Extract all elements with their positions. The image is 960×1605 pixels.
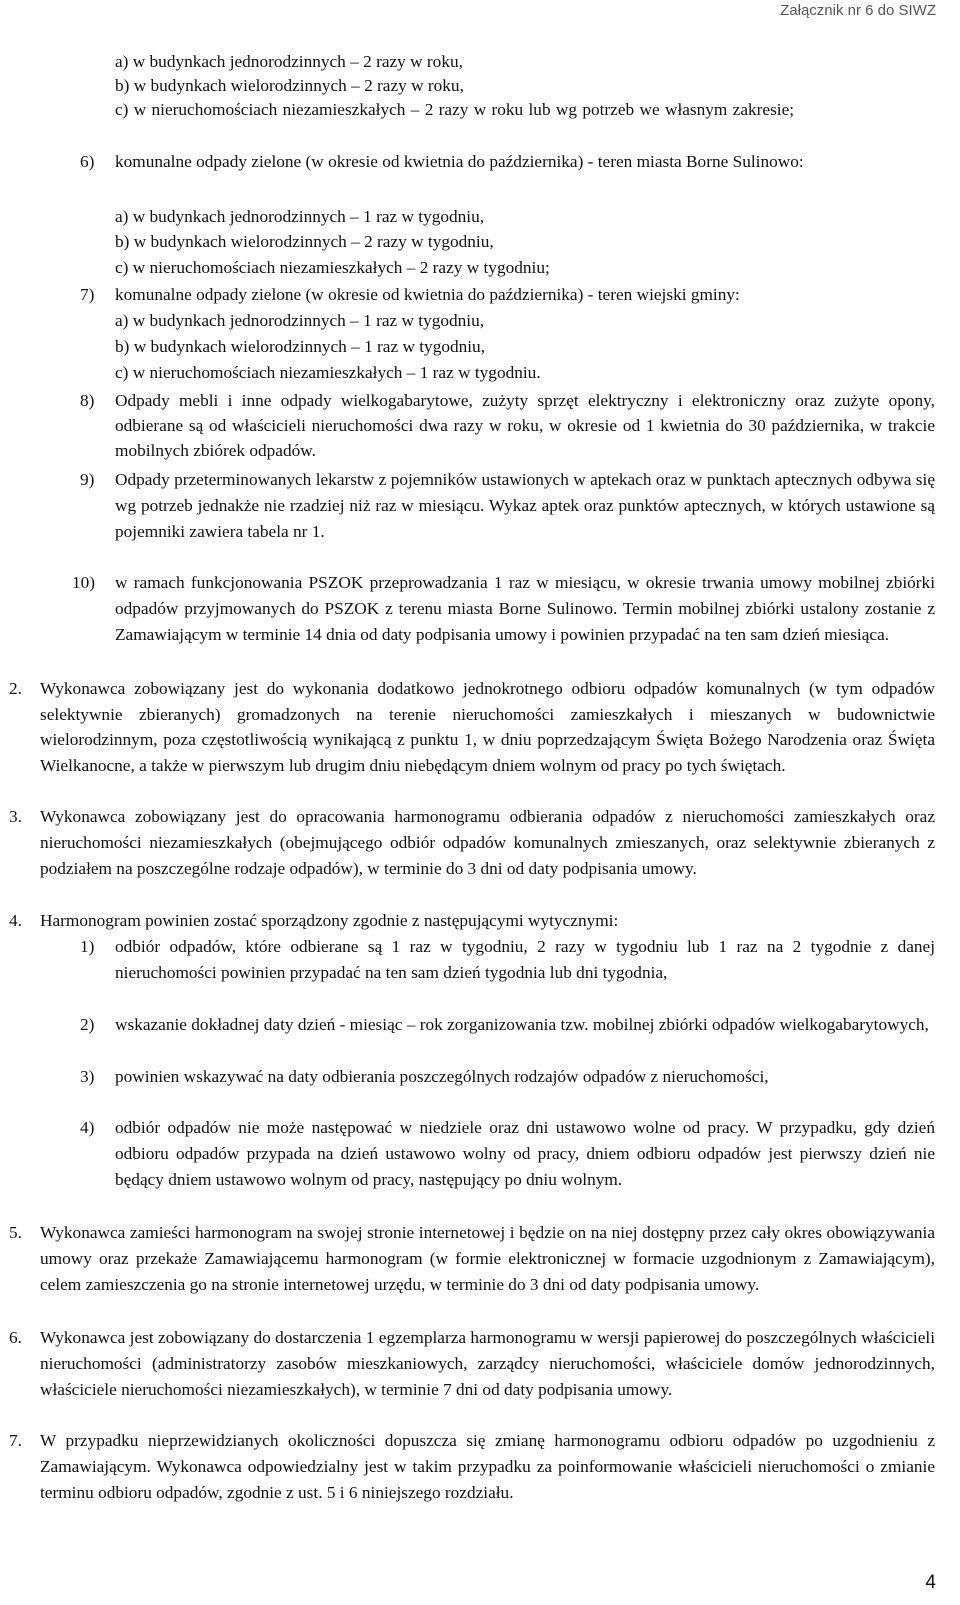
section-4-text: Harmonogram powinien zostać sporządzony zgodnie z następującymi wytycznymi: bbox=[40, 911, 619, 930]
p5-c: c) w nieruchomościach niezamieszkałych – 2 razy w roku lub wg potrzeb we własnym zakresie; bbox=[115, 100, 795, 119]
section-7-text: W przypadku nieprzewidzianych okoliczności dopuszcza się zmianę harmonogramu odbioru odpadów po uzgodnieniu z Zamawiającym. Wykonawca odpowiedzialny jest w takim przypadku za poinformowanie właścicieli nieruchomości o zmianie terminu odbioru odpadów, zgodnie z ust. 5 i 6 niniejszego rozdziału. bbox=[40, 1431, 935, 1502]
p6-number: 6) bbox=[80, 152, 95, 171]
p6-text: komunalne odpady zielone (w okresie od kwietnia do października) - teren miasta Borne Sulinowo: bbox=[115, 152, 804, 171]
section-2-number: 2. bbox=[9, 679, 22, 698]
p10-number: 10) bbox=[72, 573, 96, 592]
p6-a: a) w budynkach jednorodzinnych – 1 raz w tygodniu, bbox=[115, 207, 485, 226]
section-5-number: 5. bbox=[9, 1223, 22, 1242]
p7-number: 7) bbox=[80, 285, 95, 304]
section-3-number: 3. bbox=[9, 807, 22, 826]
s4-item-1-text: odbiór odpadów, które odbierane są 1 raz w tygodniu, 2 razy w tygodniu lub 1 raz na 2 tygodnie z danej nieruchomości powinien przypadać na ten sam dzień tygodnia lub dni tygodnia, bbox=[115, 937, 935, 982]
s4-item-3-text: powinien wskazywać na daty odbierania poszczególnych rodzajów odpadów z nieruchomości, bbox=[115, 1067, 769, 1086]
s4-item-1-number: 1) bbox=[80, 937, 95, 956]
p7-a: a) w budynkach jednorodzinnych – 1 raz w tygodniu, bbox=[115, 311, 485, 330]
page-number: 4 bbox=[925, 1572, 936, 1593]
p6-c: c) w nieruchomościach niezamieszkałych – 2 razy w tygodniu; bbox=[115, 258, 550, 277]
s4-item-2-text: wskazanie dokładnej daty dzień - miesiąc – rok zorganizowania tzw. mobilnej zbiórki odpadów wielkogabarytowych, bbox=[115, 1015, 929, 1034]
s4-item-4-number: 4) bbox=[80, 1118, 95, 1137]
s4-item-4-text: odbiór odpadów nie może następować w niedziele oraz dni ustawowo wolne od pracy. W przypadku, gdy dzień odbioru odpadów przypada na dzień ustawowo wolny od pracy, dniem odbioru odpadów jest pierwszy dzień nie będący dniem ustawowo wolnym od pracy, następujący po dniu wolnym. bbox=[115, 1118, 935, 1189]
section-5-text: Wykonawca zamieści harmonogram na swojej stronie internetowej i będzie on na niej dostępny przez cały okres obowiązywania umowy oraz przekaże Zamawiającemu harmonogram (w formie elektronicznej w formacie uzgodnionym z Zamawiającym), celem zamieszczenia go na stronie internetowej urzędu, w terminie do 3 dni od daty podpisania umowy. bbox=[40, 1223, 935, 1294]
p7-c: c) w nieruchomościach niezamieszkałych – 1 raz w tygodniu. bbox=[115, 363, 541, 382]
p6-b: b) w budynkach wielorodzinnych – 2 razy w tygodniu, bbox=[115, 232, 494, 251]
p7-text: komunalne odpady zielone (w okresie od kwietnia do października) - teren wiejski gminy: bbox=[115, 285, 740, 304]
p7-b: b) w budynkach wielorodzinnych – 1 raz w tygodniu, bbox=[115, 337, 486, 356]
p8-number: 8) bbox=[80, 391, 95, 410]
p8-text: Odpady mebli i inne odpady wielkogabarytowe, zużyty sprzęt elektryczny i elektroniczny oraz zużyte opony, odbierane są od właścicieli nieruchomości dwa razy w roku, w okresie od 1 kwietnia do 30 października, w trakcie mobilnych zbiórek odpadów. bbox=[115, 391, 935, 460]
s4-item-3-number: 3) bbox=[80, 1067, 95, 1086]
p5-b: b) w budynkach wielorodzinnych – 2 razy w roku, bbox=[115, 76, 464, 95]
section-6-number: 6. bbox=[9, 1328, 22, 1347]
p10-text: w ramach funkcjonowania PSZOK przeprowadzania 1 raz w miesiącu, w okresie trwania umowy mobilnej zbiórki odpadów przyjmowanych do PSZOK z terenu miasta Borne Sulinowo. Termin mobilnej zbiórki ustalony zostanie z Zamawiającym w terminie 14 dnia od daty podpisania umowy i powinien przypadać na ten sam dzień miesiąca. bbox=[115, 573, 935, 644]
section-6-text: Wykonawca jest zobowiązany do dostarczenia 1 egzemplarza harmonogramu w wersji papierowej do poszczególnych właścicieli nieruchomości (administratorzy zasobów mieszkaniowych, zarządcy nieruchomości, właściciele domów jednorodzinnych, właściciele nieruchomości niezamieszkałych), w terminie 7 dni od daty podpisania umowy. bbox=[40, 1328, 935, 1399]
p9-number: 9) bbox=[80, 470, 95, 489]
page-header: Załącznik nr 6 do SIWZ bbox=[780, 2, 936, 19]
s4-item-2-number: 2) bbox=[80, 1015, 95, 1034]
p5-a: a) w budynkach jednorodzinnych – 2 razy w roku, bbox=[115, 52, 463, 71]
p9-text: Odpady przeterminowanych lekarstw z pojemników ustawionych w aptekach oraz w punktach aptecznych odbywa się wg potrzeb jednakże nie rzadziej niż raz w miesiącu. Wykaz aptek oraz punktów aptecznych, w których ustawione są pojemniki zawiera tabela nr 1. bbox=[115, 470, 935, 541]
section-7-number: 7. bbox=[9, 1431, 22, 1450]
section-2-text: Wykonawca zobowiązany jest do wykonania dodatkowo jednokrotnego odbioru odpadów komunalnych (w tym odpadów selektywnie zbieranych) gromadzonych na terenie nieruchomości zamieszkałych i mieszanych w budownictwie wielorodzinnym, poza częstotliwością wynikającą z punktu 1, w dniu poprzedzającym Święta Bożego Narodzenia oraz Święta Wielkanocne, a także w pierwszym lub drugim dniu niebędącym dniem wolnym od pracy po tych świętach. bbox=[40, 679, 935, 775]
section-4-number: 4. bbox=[9, 911, 22, 930]
section-3-text: Wykonawca zobowiązany jest do opracowania harmonogramu odbierania odpadów z nieruchomości zamieszkałych oraz nieruchomości niezamieszkałych (obejmującego odbiór odpadów komunalnych zmieszanych, oraz selektywnie zbieranych z podziałem na poszczególne rodzaje odpadów), w terminie do 3 dni od daty podpisania umowy. bbox=[40, 807, 935, 878]
